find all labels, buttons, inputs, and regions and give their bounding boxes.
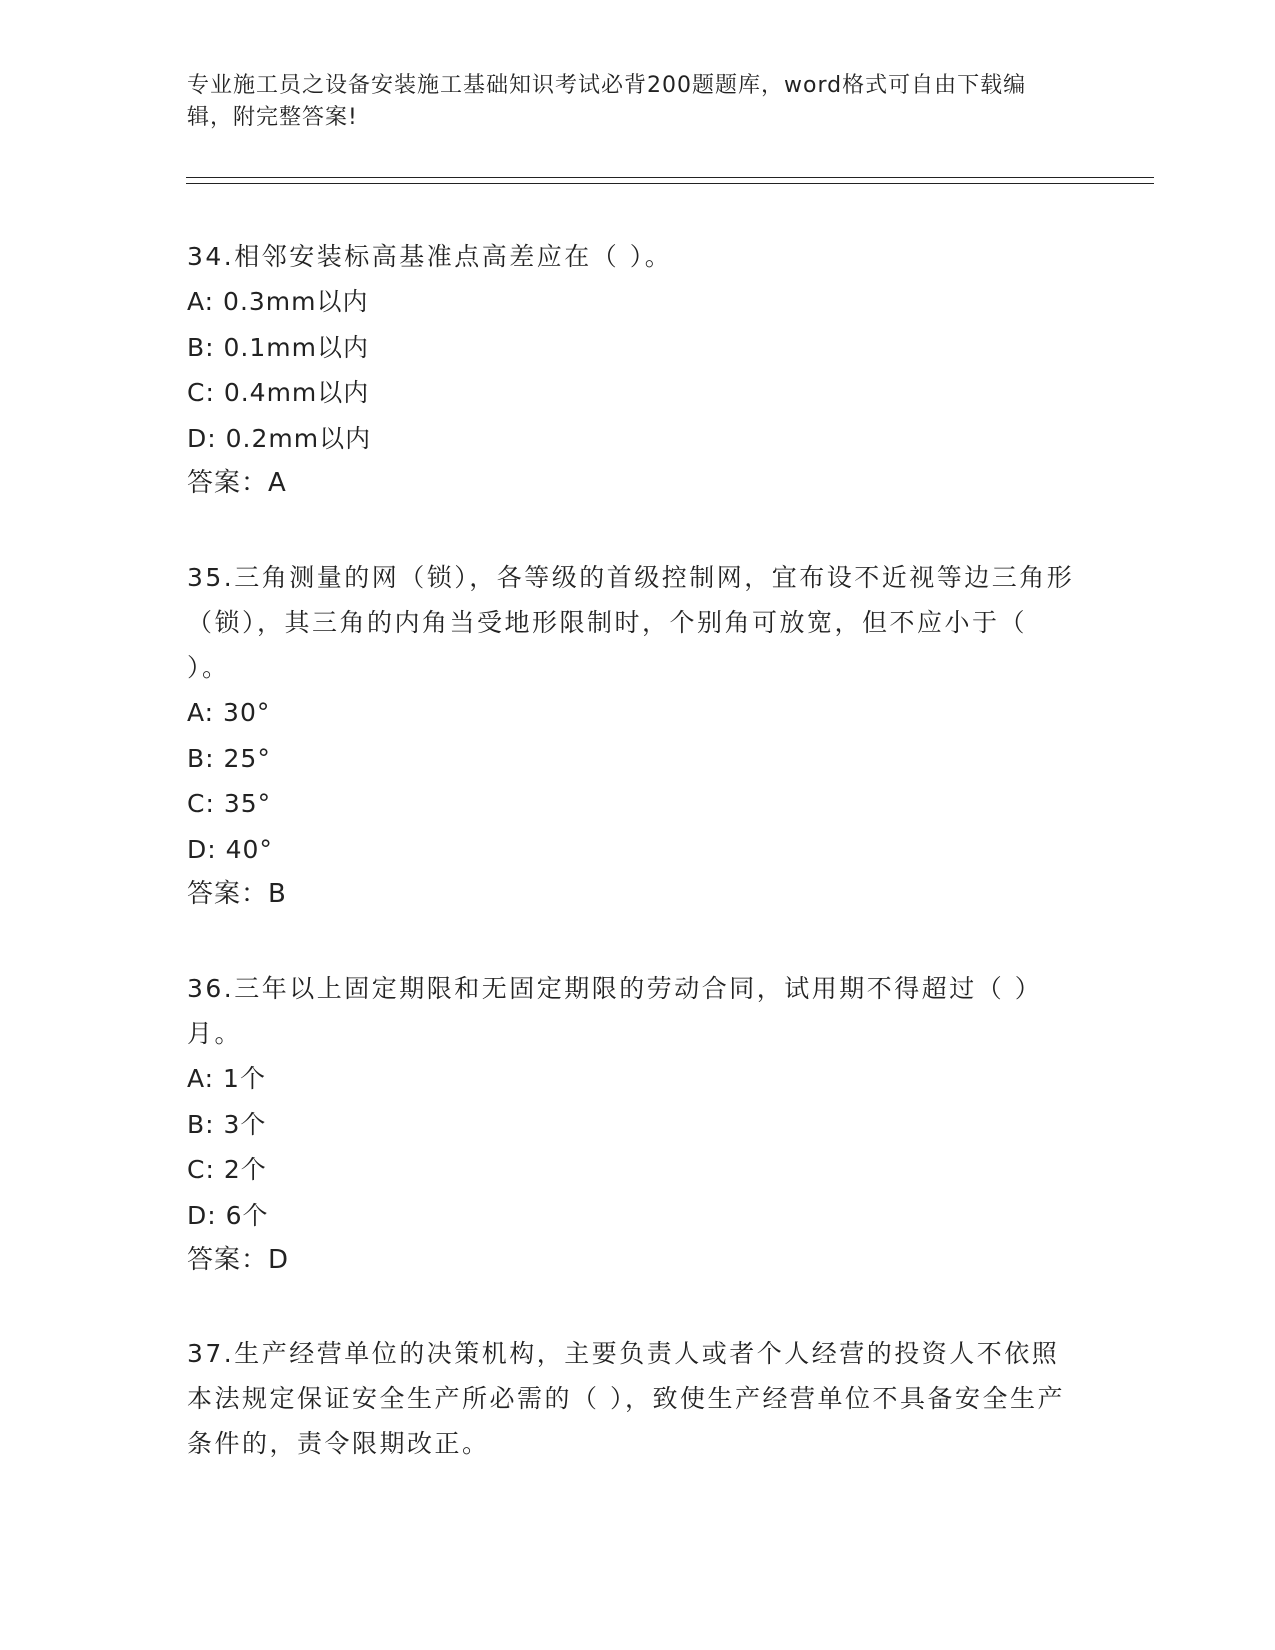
option-d: D: 40°	[187, 834, 273, 864]
document-header	[187, 70, 1067, 134]
question-text: 37.生产经营单位的决策机构，主要负责人或者个人经营的投资人不依照本法规定保证安全生产所必需的（ ），致使生产经营单位不具备安全生产条件的，责令限期改正。	[187, 1339, 1065, 1458]
option-d: D: 0.2mm以内	[187, 423, 372, 453]
option-b: B: 0.1mm以内	[187, 332, 369, 362]
question-37	[187, 1331, 1077, 1466]
question-text: 34.相邻安装标高基准点高差应在（ ）。	[187, 242, 673, 271]
answer: 答案：D	[187, 1245, 290, 1275]
question-35	[187, 555, 1077, 917]
header-divider-bottom	[186, 183, 1154, 184]
option-c: C: 0.4mm以内	[187, 378, 370, 407]
question-36	[187, 966, 1077, 1283]
question-text: 36.三年以上固定期限和无固定期限的劳动合同，试用期不得超过（ ）月。	[187, 974, 1043, 1048]
option-c: C: 2个	[187, 1155, 267, 1184]
answer: 答案：B	[187, 879, 287, 909]
option-c: C: 35°	[187, 789, 272, 818]
question-34	[187, 234, 1077, 506]
header-title: 专业施工员之设备安装施工基础知识考试必背200题题库，word格式可自由下载编辑，附完整答案!	[187, 73, 1027, 130]
header-divider-top	[186, 177, 1154, 178]
answer: 答案：A	[187, 468, 287, 498]
option-d: D: 6个	[187, 1200, 269, 1230]
option-b: B: 25°	[187, 743, 271, 773]
option-a: A: 0.3mm以内	[187, 287, 369, 316]
option-b: B: 3个	[187, 1109, 267, 1139]
option-a: A: 1个	[187, 1064, 266, 1093]
option-a: A: 30°	[187, 698, 271, 727]
question-text: 35.三角测量的网（锁），各等级的首级控制网，宜布设不近视等边三角形（锁），其三角的内角当受地形限制时，个别角可放宽，但不应小于（ ）。	[187, 563, 1075, 682]
